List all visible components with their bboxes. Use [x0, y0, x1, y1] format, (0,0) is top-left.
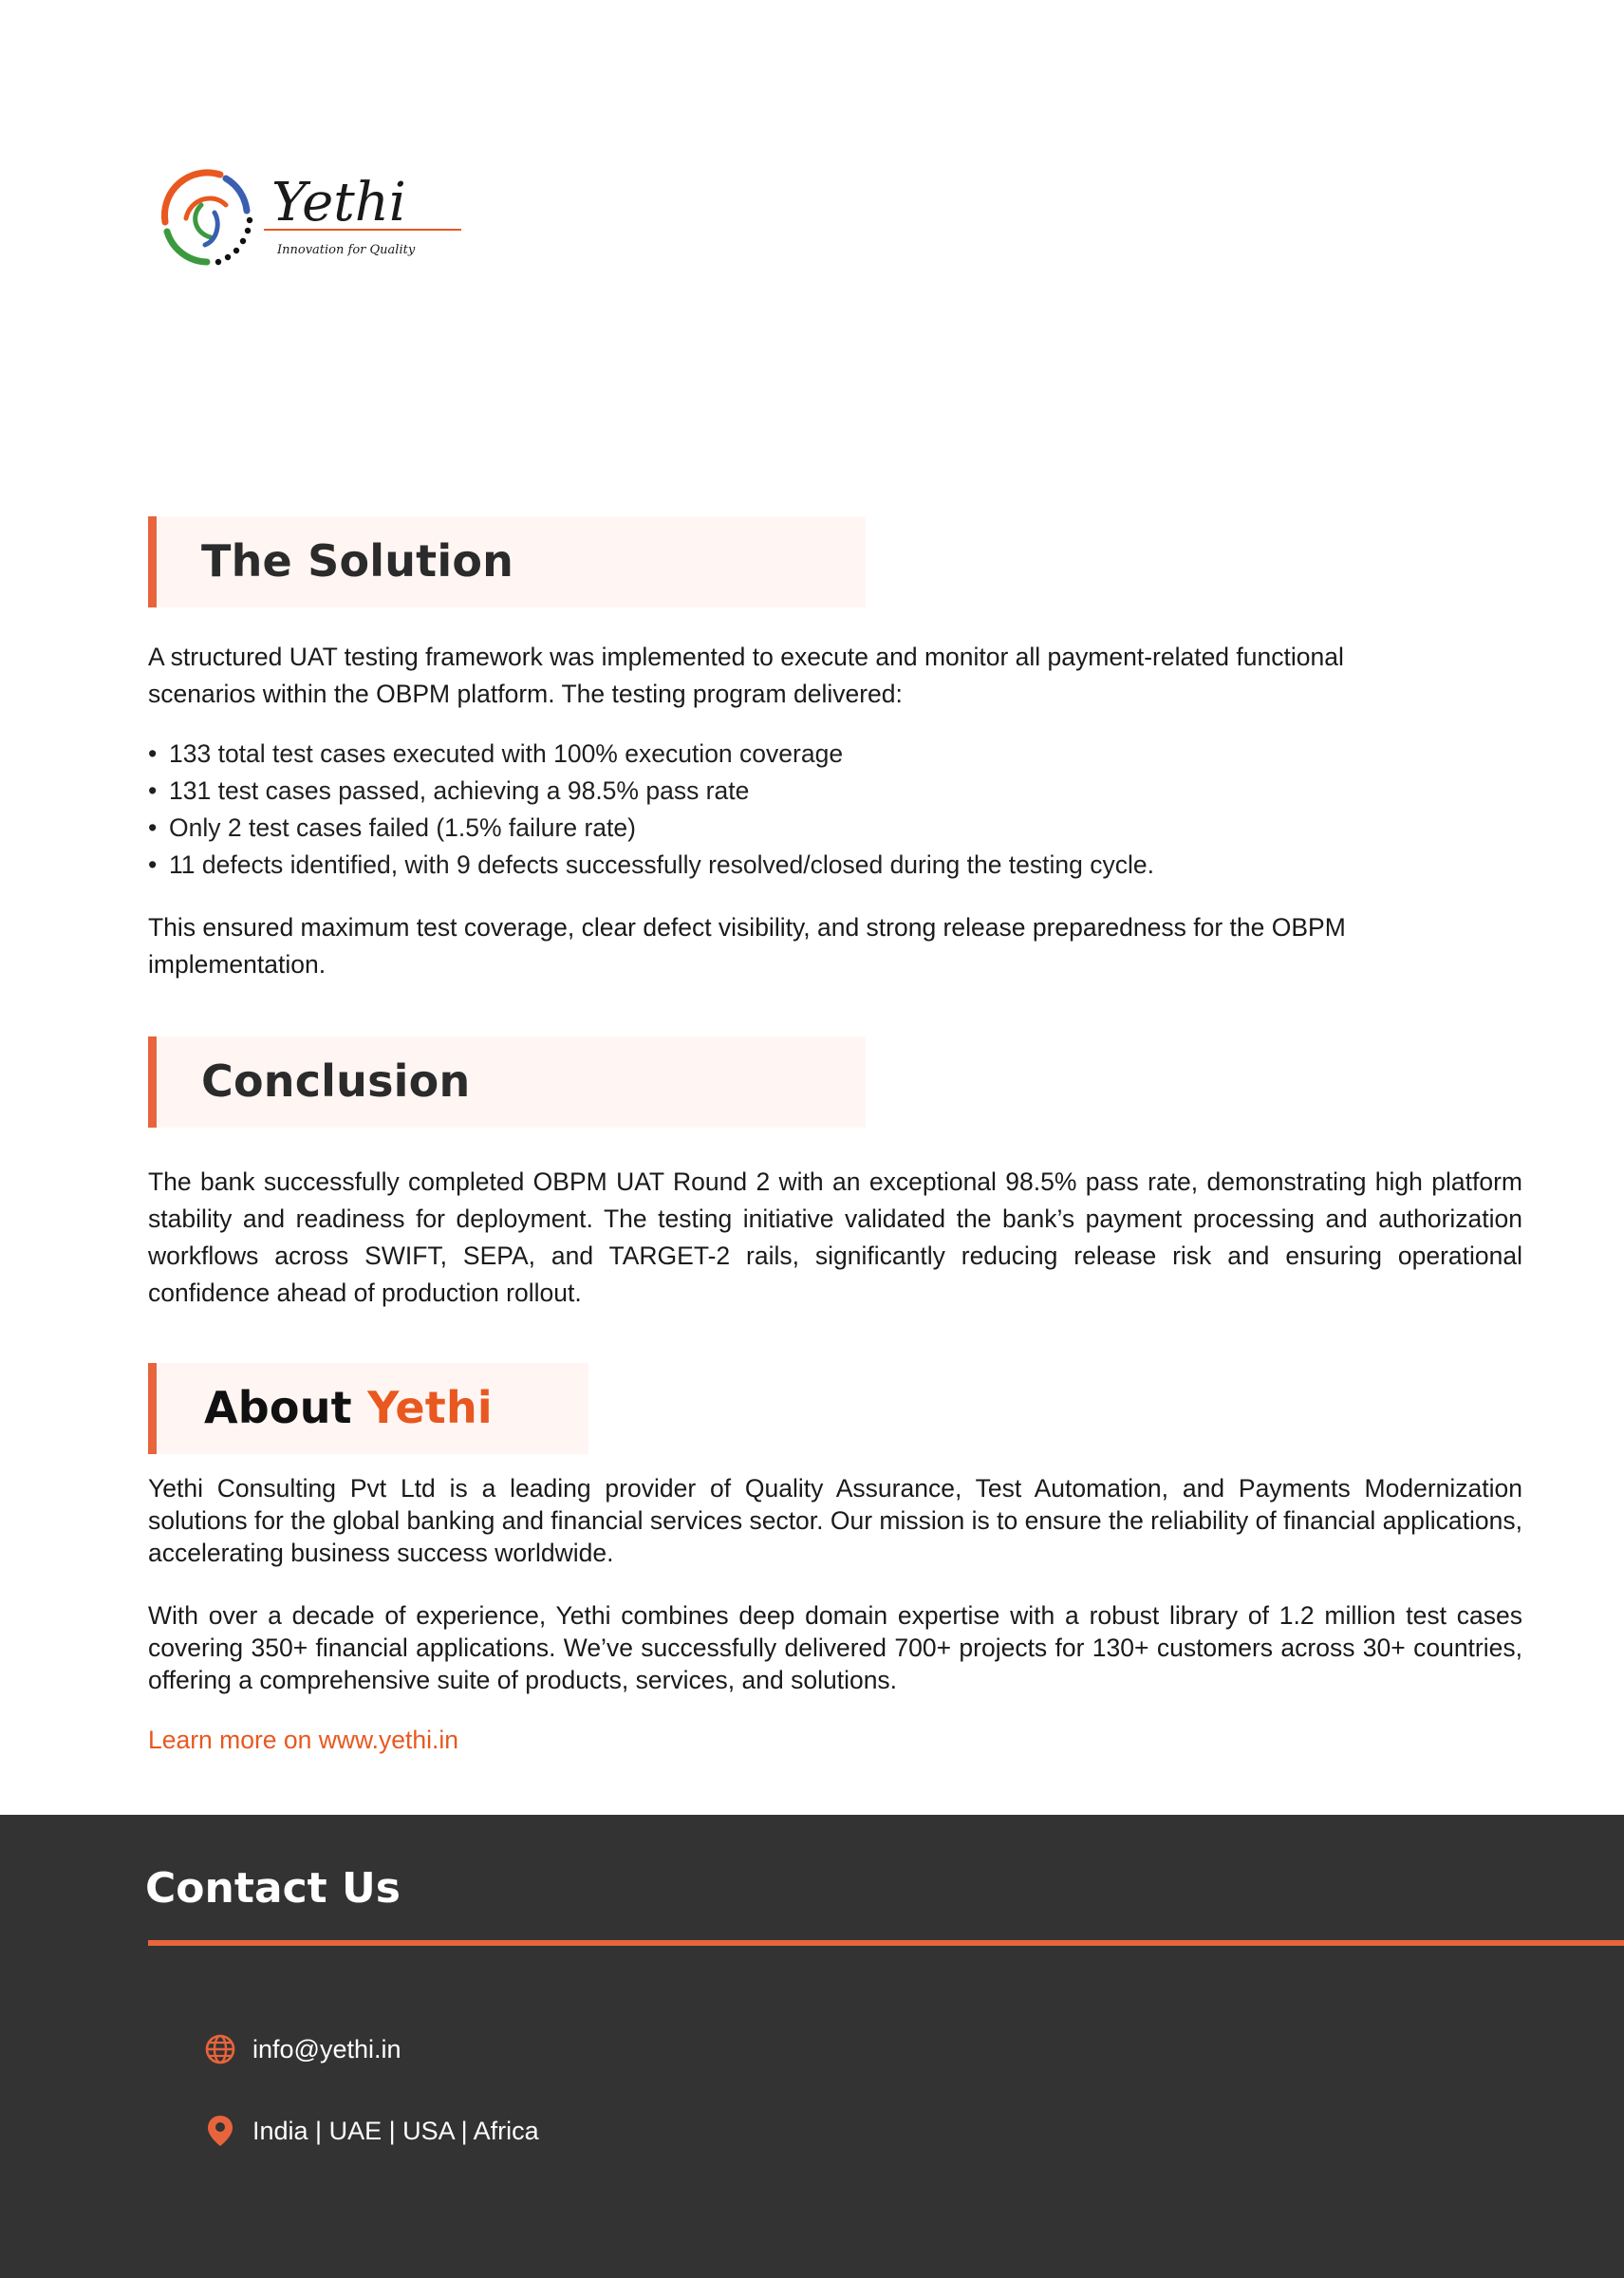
solution-heading-box	[148, 516, 866, 607]
about-paragraph-1: Yethi Consulting Pvt Ltd is a leading provider of Quality Assurance, Test Automation, and Payments Modernization solutions for the global banking and financial services sector. Our mission is to ensure the reliability of financial applications, accelerating business success worldwide.	[148, 1474, 1522, 1567]
learn-more-link[interactable]: Learn more on www.yethi.in	[148, 1726, 458, 1754]
contact-locations: India | UAE | USA | Africa	[252, 2116, 539, 2145]
contact-email-row[interactable]	[203, 2032, 401, 2066]
logo-wordmark: Yethi	[271, 172, 406, 233]
solution-bullet-list	[148, 736, 1522, 884]
list-item: • 133 total test cases executed with 100% execution coverage	[148, 736, 1522, 773]
solution-summary: This ensured maximum test coverage, clear defect visibility, and strong release preparedness for the OBPM implementation.	[148, 913, 1346, 979]
contact-locations-row	[203, 2114, 539, 2148]
about-heading-brand: Yethi	[367, 1382, 493, 1433]
about-heading	[204, 1382, 493, 1433]
about-heading-box	[148, 1363, 588, 1454]
contact-heading: Contact Us	[145, 1864, 401, 1913]
solution-heading: The Solution	[201, 535, 514, 587]
yethi-logo	[152, 163, 475, 277]
contact-footer	[0, 1815, 1624, 2278]
map-pin-icon	[203, 2114, 237, 2148]
conclusion-body: The bank successfully completed OBPM UAT Round 2 with an exceptional 98.5% pass rate, demonstrating high platform stability and readiness for deployment. The testing initiative validated the bank’s payment processing and authorization workflows across SWIFT, SEPA, and TARGET-2 rails, significantly reducing release risk and ensuring operational confidence ahead of production rollout.	[148, 1167, 1522, 1307]
conclusion-heading-box	[148, 1036, 866, 1128]
about-paragraph-2: With over a decade of experience, Yethi combines deep domain expertise with a robust library of 1.2 million test cases covering 350+ financial applications. We’ve successfully delivered 700+ projects for 130+ customers across 30+ countries, offering a comprehensive suite of products, services, and solutions.	[148, 1601, 1522, 1694]
list-item: • 11 defects identified, with 9 defects successfully resolved/closed during the testing cycle.	[148, 847, 1522, 884]
contact-divider	[148, 1940, 1624, 1946]
list-item: • Only 2 test cases failed (1.5% failure rate)	[148, 810, 1522, 847]
logo-tagline: Innovation for Quality	[277, 243, 416, 257]
globe-icon	[203, 2032, 237, 2066]
about-heading-prefix: About	[204, 1382, 352, 1433]
conclusion-heading: Conclusion	[201, 1055, 471, 1107]
contact-email[interactable]: info@yethi.in	[252, 2034, 401, 2063]
solution-intro: A structured UAT testing framework was implemented to execute and monitor all payment-related functional scenarios within the OBPM platform. The testing program delivered:	[148, 643, 1344, 708]
list-item: • 131 test cases passed, achieving a 98.5% pass rate	[148, 773, 1522, 810]
